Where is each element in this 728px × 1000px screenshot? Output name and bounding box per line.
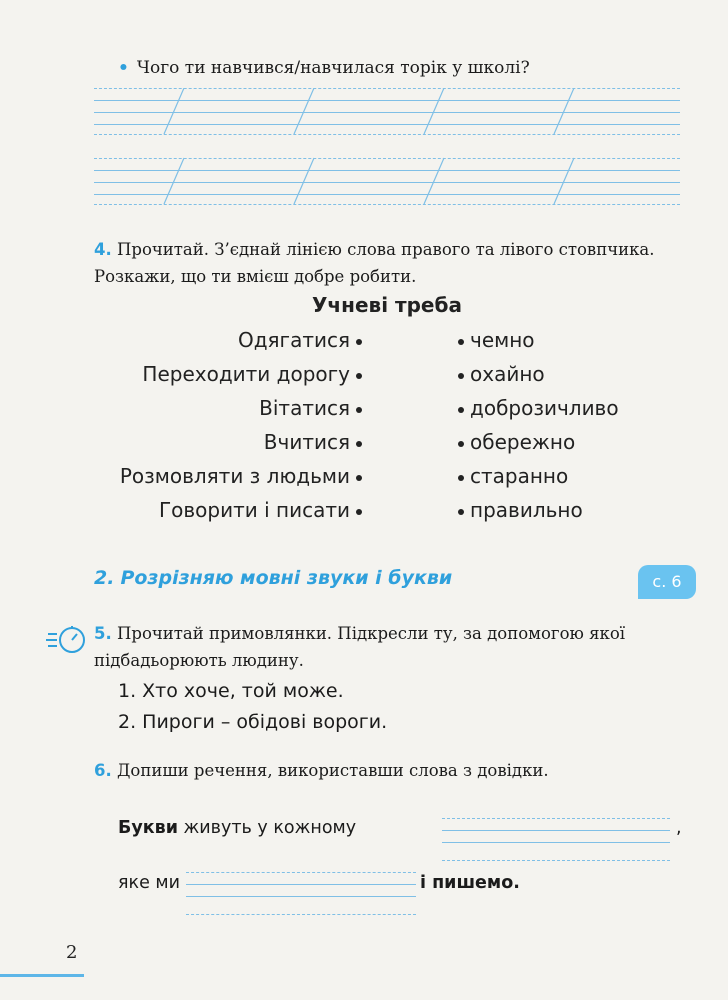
comma: , — [676, 818, 682, 838]
dot-left — [356, 373, 362, 379]
dot-right — [458, 407, 464, 413]
match-row[interactable]: Переходити дорогу охайно — [142, 362, 545, 386]
dot-left — [356, 441, 362, 447]
stopwatch-icon — [44, 622, 90, 656]
dot-left — [356, 509, 362, 515]
sentence-line-1: Букви живуть у кожному — [118, 818, 357, 838]
dot-left — [356, 339, 362, 345]
page-number-bar — [0, 974, 84, 977]
match-row[interactable]: Вітатися доброзичливо — [259, 396, 619, 420]
task-6: 6. Допиши речення, використавши слова з довідки. — [94, 761, 549, 780]
prompt-question: • Чого ти навчився/навчилася торік у школі? — [118, 58, 530, 78]
match-row[interactable]: Одягатися чемно — [237, 328, 535, 352]
section-title: 2. Розрізняю мовні звуки і букви — [94, 567, 453, 589]
dot-right — [458, 339, 464, 345]
task-5: 5. Прочитай примовлянки. Підкресли ту, за допомогою якої підбадьорюють людину. — [94, 624, 626, 670]
answer-gap-1[interactable] — [442, 818, 670, 862]
answer-gap-2[interactable] — [186, 872, 416, 916]
saying-1[interactable]: 1. Хто хоче, той може. — [118, 680, 344, 702]
dot-right — [458, 373, 464, 379]
dot-right — [458, 509, 464, 515]
slant-guides — [94, 88, 680, 206]
match-row[interactable]: Вчитися обережно — [263, 430, 576, 454]
match-row[interactable]: Розмовляти з людьми старанно — [119, 464, 569, 488]
page-number: 2 — [66, 942, 78, 963]
bullet-icon: • — [118, 58, 129, 78]
task-4: 4. Прочитай. З’єднай лінією слова правого та лівого стовпчика. Розкажи, що ти вмієш добре робити. — [94, 240, 655, 286]
dot-left — [356, 475, 362, 481]
dot-left — [356, 407, 362, 413]
saying-2[interactable]: 2. Пироги – обідові вороги. — [118, 711, 388, 733]
match-row[interactable]: Говорити і писати правильно — [158, 498, 583, 522]
sentence-line-2-start: яке ми — [118, 873, 181, 893]
dot-right — [458, 441, 464, 447]
page-ref-badge: с. 6 — [638, 565, 696, 599]
dot-right — [458, 475, 464, 481]
sentence-line-2-end: і пишемо. — [420, 873, 520, 893]
match-title: Учневі треба — [312, 293, 462, 317]
